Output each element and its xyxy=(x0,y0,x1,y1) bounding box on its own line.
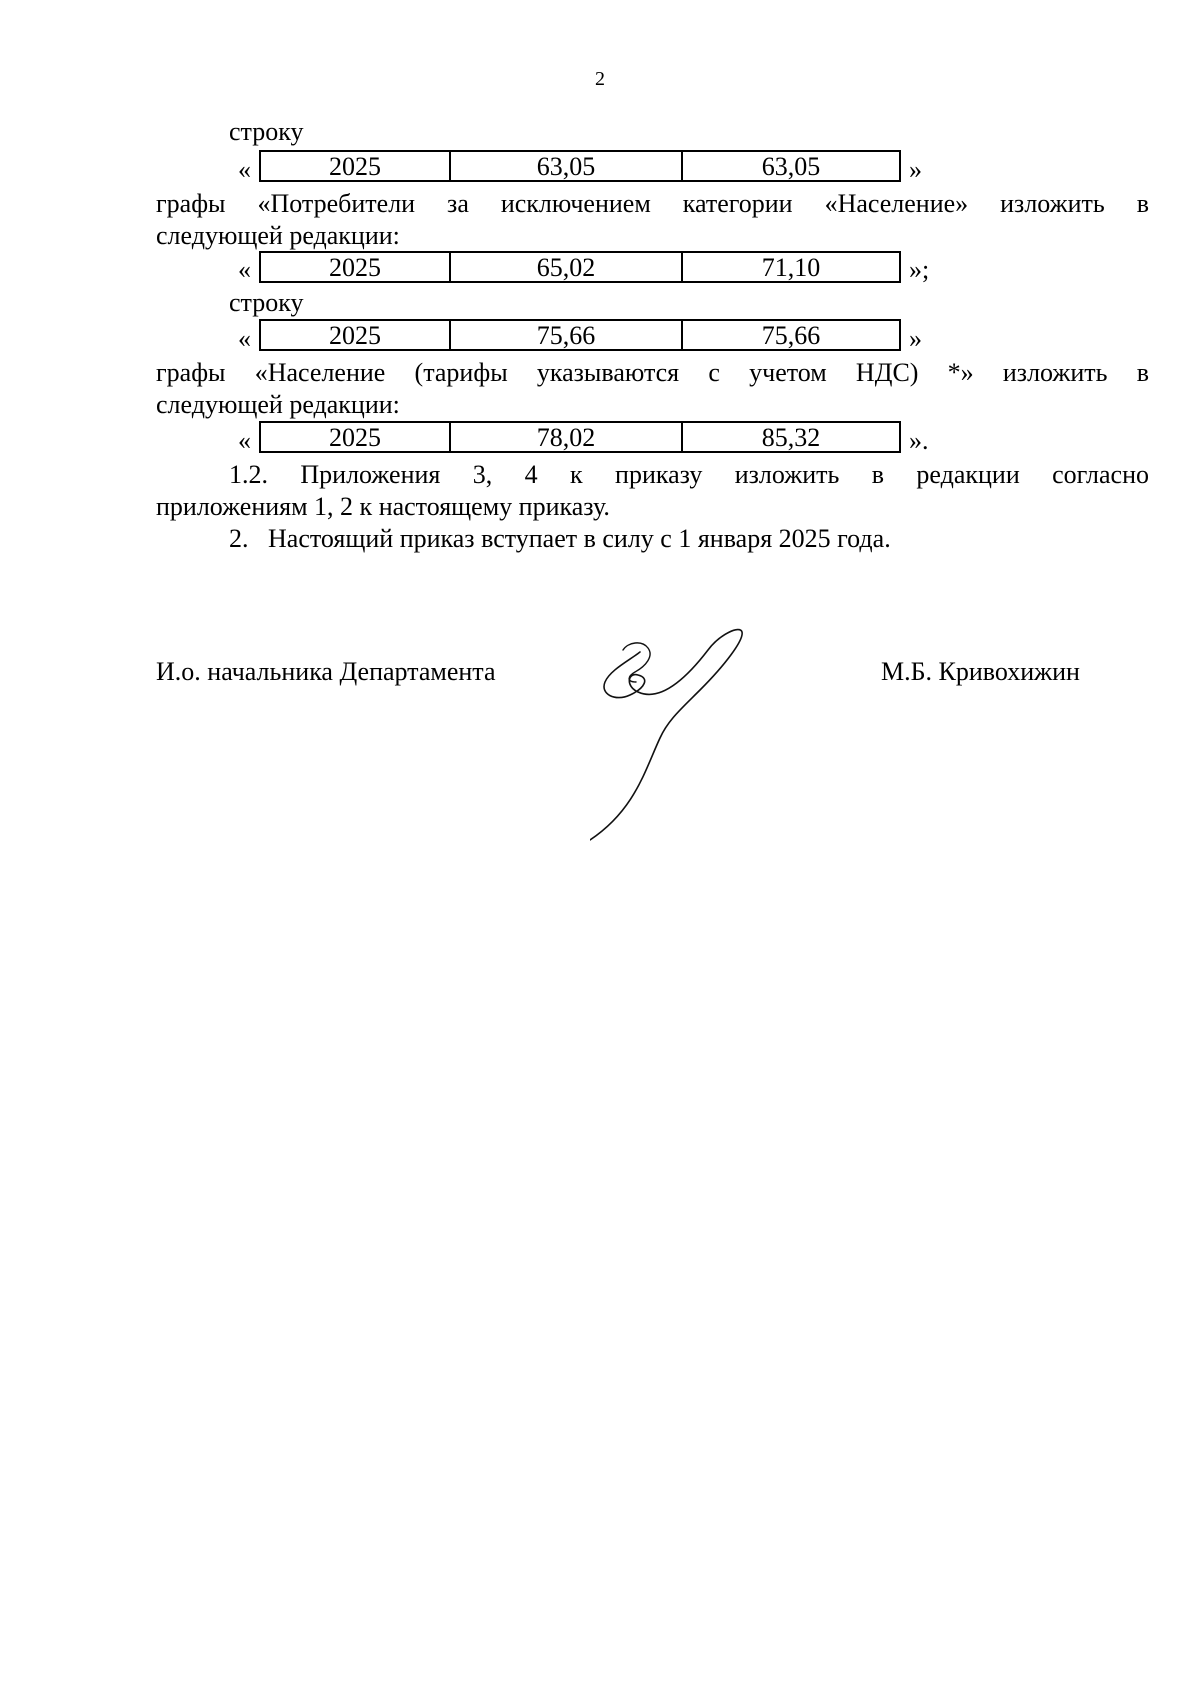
quote-open-row-2: « xyxy=(238,255,251,284)
table-row-1 xyxy=(259,150,901,182)
paragraph-2: 2. Настоящий приказ вступает в силу с 1 января 2025 года. xyxy=(229,524,891,553)
cell-value-2: 75,66 xyxy=(761,321,821,350)
table-row-3 xyxy=(259,319,901,351)
cell-value-1: 65,02 xyxy=(451,253,683,281)
graph-2-line-1: графы «Население (тарифы указываются с учетом НДС) *» изложить в xyxy=(156,358,1149,387)
quote-close-row-3: » xyxy=(909,324,922,353)
graph-1-line-2: следующей редакции: xyxy=(156,221,400,250)
quote-open-row-4: « xyxy=(238,426,251,455)
label-row-3: строку xyxy=(229,288,304,317)
page-number: 2 xyxy=(595,68,605,90)
cell-value-1: 78,02 xyxy=(451,423,683,451)
cell-value-2: 71,10 xyxy=(761,253,821,282)
cell-value-2: 63,05 xyxy=(761,152,821,181)
handwritten-signature xyxy=(590,620,760,845)
graph-2-line-2: следующей редакции: xyxy=(156,390,400,419)
label-row-1: строку xyxy=(229,117,304,146)
quote-close-row-1: » xyxy=(909,155,922,184)
cell-value-1: 63,05 xyxy=(451,152,683,180)
cell-year: 2025 xyxy=(261,152,451,180)
cell-value-2: 85,32 xyxy=(761,423,821,452)
signatory-title: И.о. начальника Департамента xyxy=(156,657,496,686)
signatory-name: М.Б. Кривохижин xyxy=(881,657,1080,686)
cell-value-1: 75,66 xyxy=(451,321,683,349)
quote-open-row-3: « xyxy=(238,324,251,353)
paragraph-1-2-line-1: 1.2. Приложения 3, 4 к приказу изложить в редакции согласно xyxy=(229,460,1149,489)
quote-open-row-1: « xyxy=(238,155,251,184)
cell-year: 2025 xyxy=(261,423,451,451)
table-row-2 xyxy=(259,251,901,283)
quote-close-row-2: »; xyxy=(909,255,930,284)
table-row-4 xyxy=(259,421,901,453)
cell-year: 2025 xyxy=(261,321,451,349)
quote-close-row-4: ». xyxy=(909,426,929,455)
graph-1-line-1: графы «Потребители за исключением категории «Население» изложить в xyxy=(156,189,1149,218)
paragraph-1-2-line-2: приложениям 1, 2 к настоящему приказу. xyxy=(156,492,610,521)
cell-year: 2025 xyxy=(261,253,451,281)
